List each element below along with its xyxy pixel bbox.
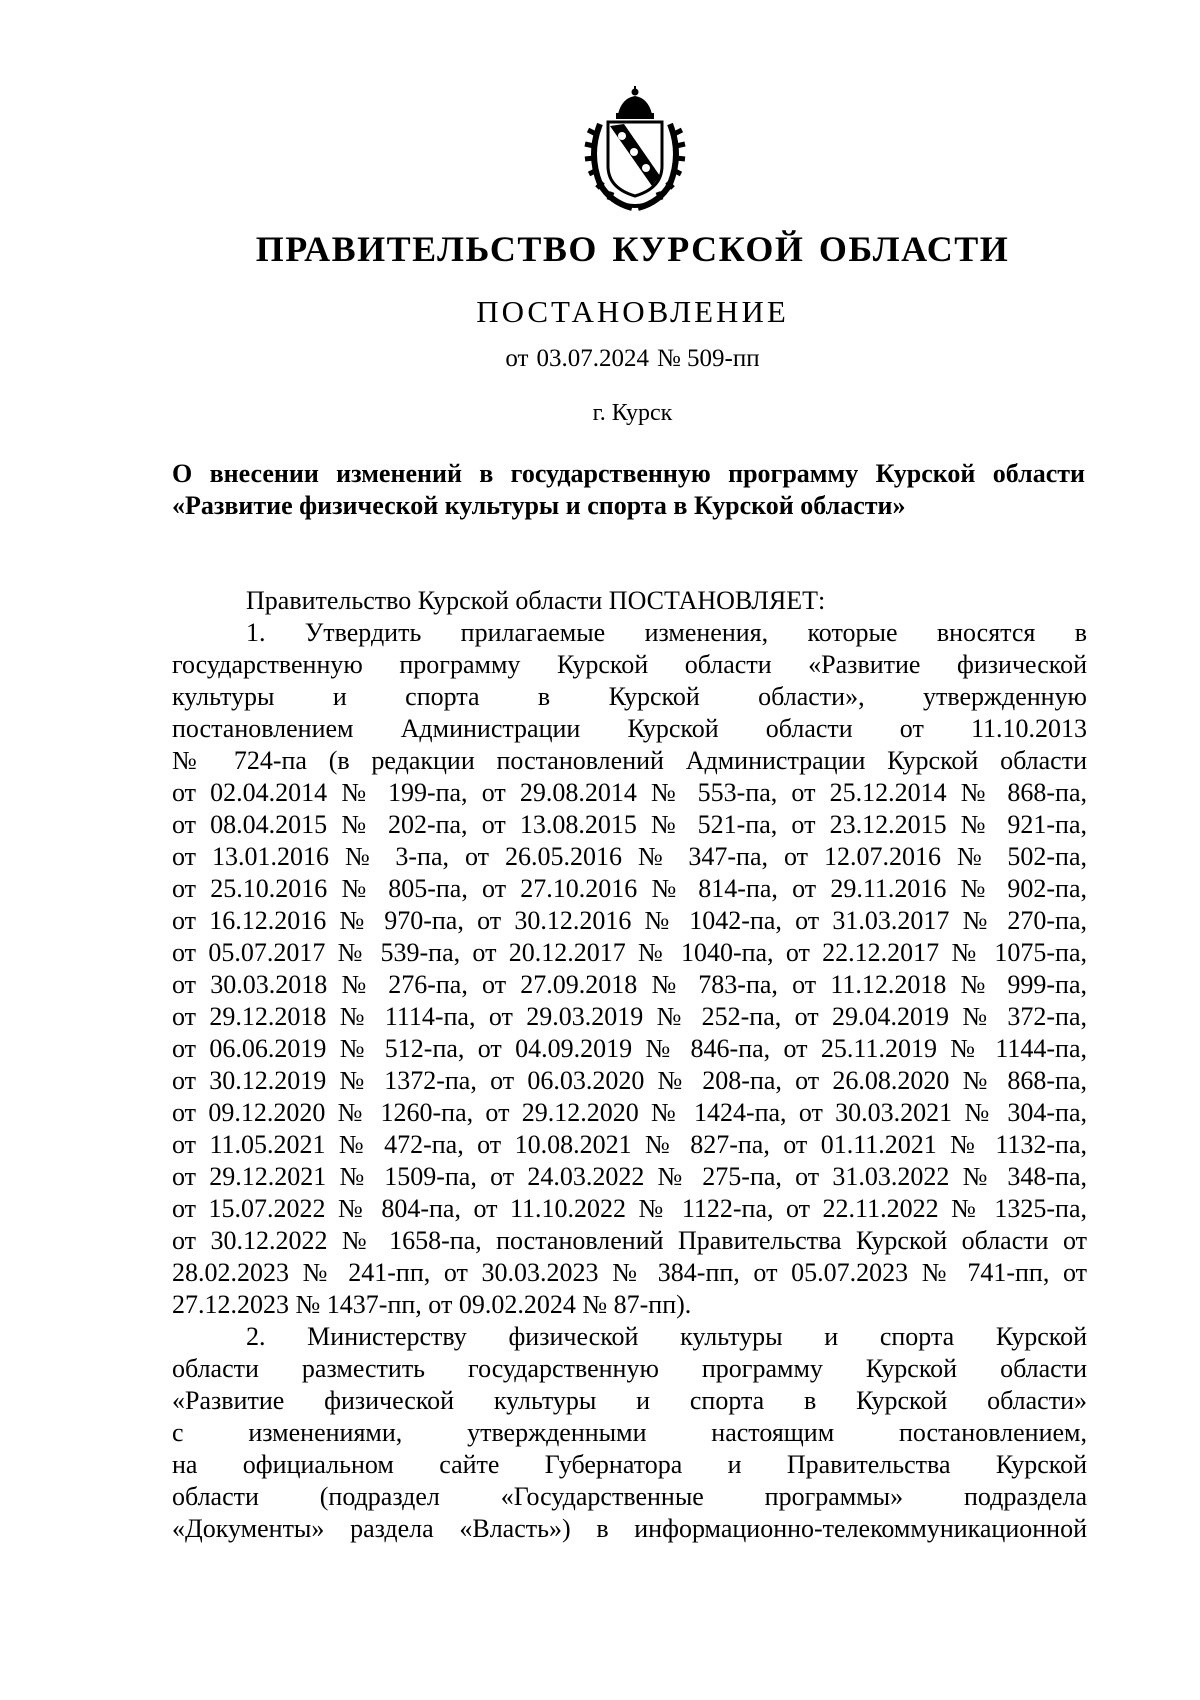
body-line: на официальном сайте Губернатора и Правительства Курской	[172, 1450, 1087, 1479]
body-line: «Документы» раздела «Власть») в информационно-телекоммуникационной	[172, 1514, 1087, 1543]
body-line: от 30.03.2018 № 276-па, от 27.09.2018 № 783-па, от 11.12.2018 № 999-па,	[172, 970, 1087, 999]
body-line: «Развитие физической культуры и спорта в Курской области»	[172, 1386, 1087, 1415]
body-line: от 29.12.2018 № 1114-па, от 29.03.2019 № 252-па, от 29.04.2019 № 372-па,	[172, 1002, 1087, 1031]
document-date: 03.07.2024	[536, 345, 649, 372]
body-line: 1. Утвердить прилагаемые изменения, которые вносятся в	[246, 618, 1087, 647]
body-line: от 15.07.2022 № 804-па, от 11.10.2022 № 1122-па, от 22.11.2022 № 1325-па,	[172, 1194, 1087, 1223]
body-line: от 11.05.2021 № 472-па, от 10.08.2021 № 827-па, от 01.11.2021 № 1132-па,	[172, 1130, 1087, 1159]
body-line: 27.12.2023 № 1437-пп, от 09.02.2024 № 87-пп).	[172, 1290, 692, 1319]
body-line: постановлением Администрации Курской области от 11.10.2013	[172, 714, 1087, 743]
body-line: Правительство Курской области ПОСТАНОВЛЯЕТ:	[246, 586, 826, 615]
date-prefix: от	[505, 345, 529, 372]
body-line: от 25.10.2016 № 805-па, от 27.10.2016 № 814-па, от 29.11.2016 № 902-па,	[172, 874, 1087, 903]
body-line: от 16.12.2016 № 970-па, от 30.12.2016 № 1042-па, от 31.03.2017 № 270-па,	[172, 906, 1087, 935]
document-city: г. Курск	[592, 400, 673, 426]
document-subject: О внесении изменений в государственную программу Курской области «Развитие физической культуры и спорта в Курской области»	[172, 459, 1085, 520]
body-line: от 30.12.2022 № 1658-па, постановлений Правительства Курской области от	[172, 1226, 1087, 1255]
body-line: области (подраздел «Государственные программы» подраздела	[172, 1482, 1087, 1511]
body-line: от 13.01.2016 № 3-па, от 26.05.2016 № 347-па, от 12.07.2016 № 502-па,	[172, 842, 1087, 871]
body-line: от 09.12.2020 № 1260-па, от 29.12.2020 № 1424-па, от 30.03.2021 № 304-па,	[172, 1098, 1087, 1127]
body-line: от 06.06.2019 № 512-па, от 04.09.2019 № 846-па, от 25.11.2019 № 1144-па,	[172, 1034, 1087, 1063]
body-line: государственную программу Курской области «Развитие физической	[172, 650, 1087, 679]
kursk-coat-of-arms-icon	[570, 84, 700, 214]
body-line: культуры и спорта в Курской области», утвержденную	[172, 682, 1087, 711]
body-line: от 30.12.2019 № 1372-па, от 06.03.2020 № 208-па, от 26.08.2020 № 868-па,	[172, 1066, 1087, 1095]
organization-title: ПРАВИТЕЛЬСТВО КУРСКОЙ ОБЛАСТИ	[255, 229, 1010, 269]
document-type: ПОСТАНОВЛЕНИЕ	[476, 294, 789, 329]
body-line: области разместить государственную программу Курской области	[172, 1354, 1087, 1383]
document-body	[172, 585, 1087, 1545]
body-line: 2. Министерству физической культуры и спорта Курской	[246, 1322, 1087, 1351]
body-line: 28.02.2023 № 241-пп, от 30.03.2023 № 384-пп, от 05.07.2023 № 741-пп, от	[172, 1258, 1087, 1287]
document-date-line	[170, 345, 1095, 373]
body-line: от 29.12.2021 № 1509-па, от 24.03.2022 № 275-па, от 31.03.2022 № 348-па,	[172, 1162, 1087, 1191]
body-line: с изменениями, утвержденными настоящим постановлением,	[172, 1418, 1087, 1447]
body-line: от 08.04.2015 № 202-па, от 13.08.2015 № 521-па, от 23.12.2015 № 921-па,	[172, 810, 1087, 839]
body-line: № 724-па (в редакции постановлений Администрации Курской области	[172, 746, 1087, 775]
body-line: от 05.07.2017 № 539-па, от 20.12.2017 № 1040-па, от 22.12.2017 № 1075-па,	[172, 938, 1087, 967]
body-line: от 02.04.2014 № 199-па, от 29.08.2014 № 553-па, от 25.12.2014 № 868-па,	[172, 778, 1087, 807]
document-number: № 509-пп	[656, 345, 760, 372]
